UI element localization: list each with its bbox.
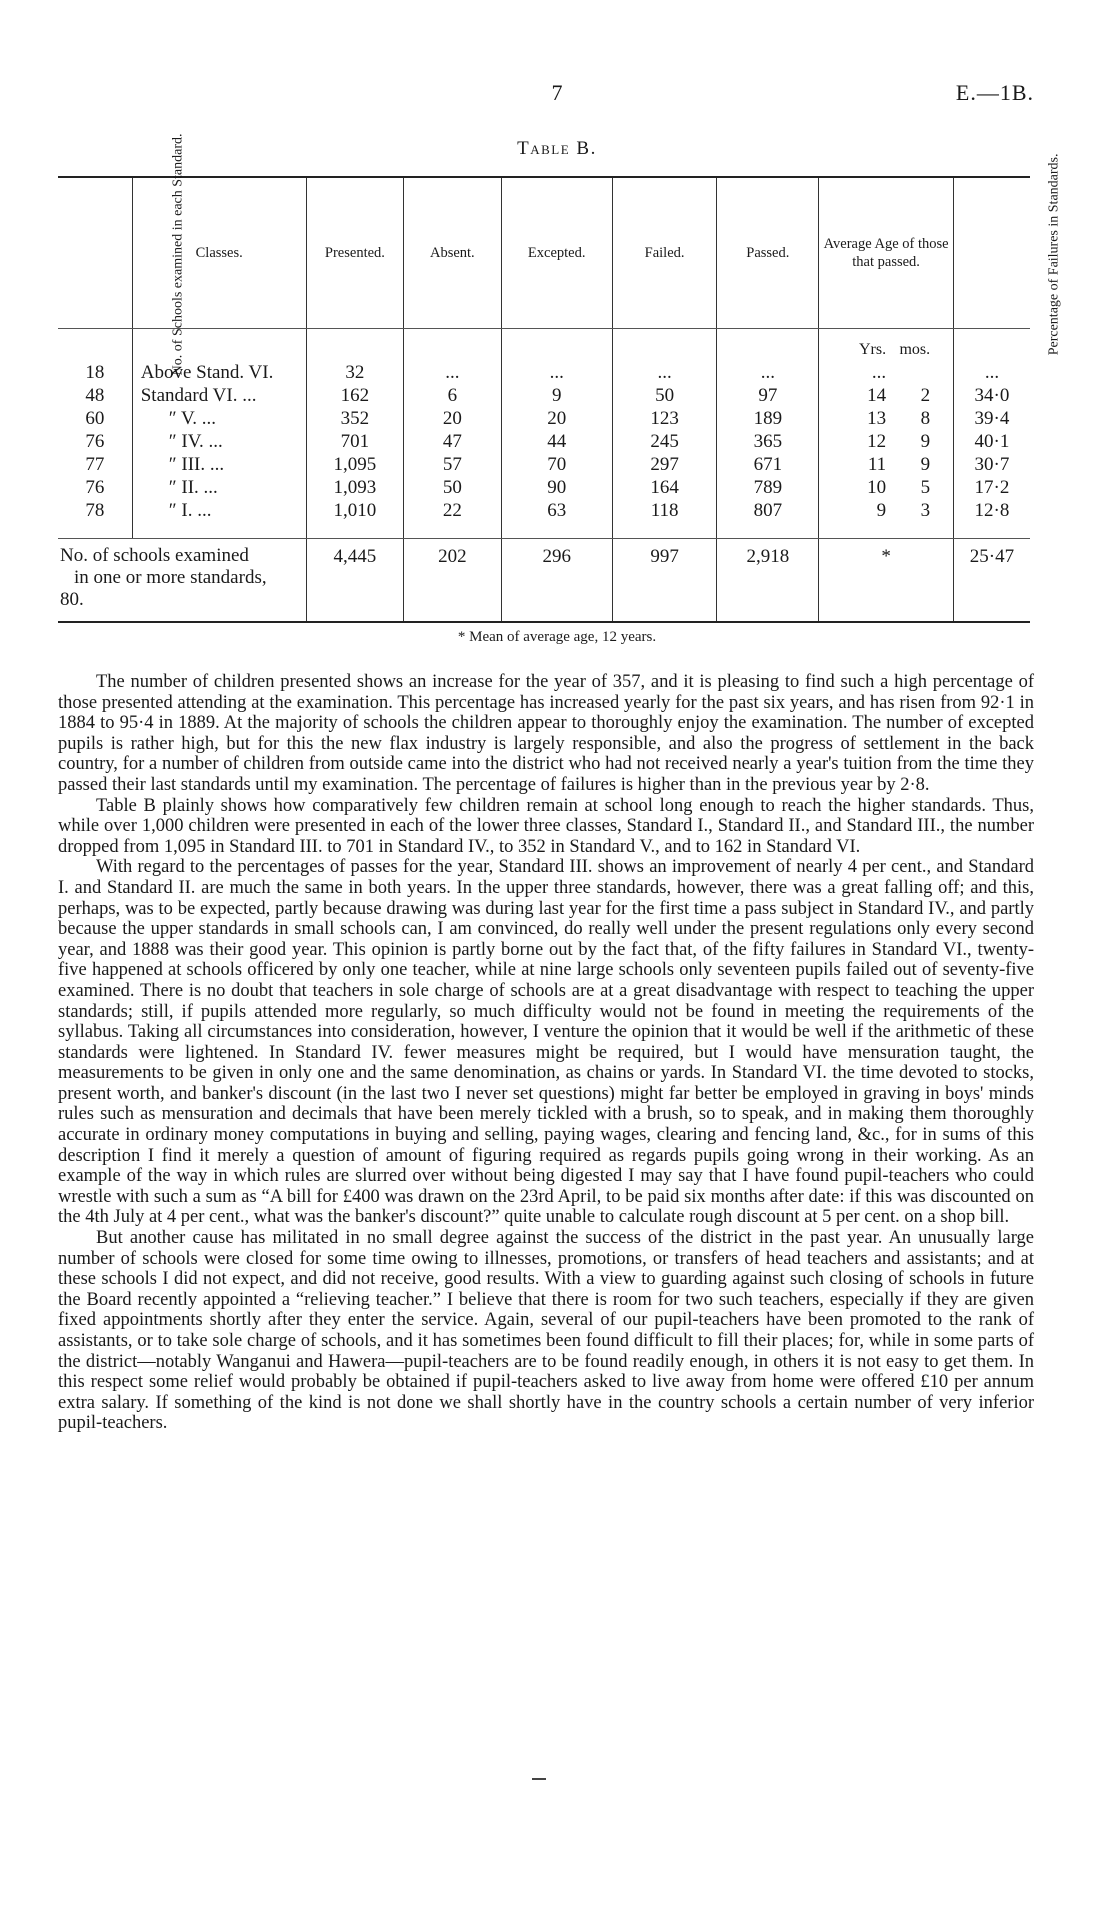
cell-average-age [819, 361, 954, 384]
col-header-excepted: Excepted. [501, 177, 612, 329]
cell-average-age [819, 384, 954, 407]
cell-failed: ... [612, 361, 716, 384]
col-header-presented: Presented. [306, 177, 403, 329]
cell-passed: 97 [717, 384, 819, 407]
cell-pct: 34·0 [953, 384, 1030, 407]
page-code: E.—1B. [955, 80, 1034, 105]
cell-average-age [819, 430, 954, 453]
cell-months: 9 [920, 431, 931, 452]
table-row [58, 430, 1030, 453]
cell-schools: 76 [85, 431, 105, 452]
cell-schools: 60 [85, 408, 105, 429]
cell-absent: 47 [404, 430, 501, 453]
cell-passed: 807 [717, 499, 819, 522]
table-header-row [58, 177, 1030, 329]
total-passed: 2,918 [717, 539, 819, 623]
table-row [58, 384, 1030, 407]
cell-years: 9 [876, 500, 887, 521]
col-header-average-age: Average Age of those that passed. [819, 177, 954, 329]
cell-average-age [819, 453, 954, 476]
total-absent: 202 [404, 539, 501, 623]
table-row [58, 499, 1030, 522]
total-failed: 997 [612, 539, 716, 623]
cell-years: 13 [867, 408, 887, 429]
col-header-passed: Passed. [717, 177, 819, 329]
cell-years: ... [871, 362, 887, 383]
end-dash [532, 1778, 546, 1780]
col-header-classes: Classes. [132, 177, 306, 329]
cell-excepted: 90 [501, 476, 612, 499]
cell-absent: 22 [404, 499, 501, 522]
cell-passed: 365 [717, 430, 819, 453]
cell-absent: ... [404, 361, 501, 384]
cell-pct: ... [953, 361, 1030, 384]
cell-schools: 77 [85, 454, 105, 475]
cell-class: ″ III. ... [132, 453, 306, 476]
cell-months: 9 [920, 454, 931, 475]
cell-pct: 30·7 [953, 453, 1030, 476]
cell-presented: 32 [306, 361, 403, 384]
cell-failed: 164 [612, 476, 716, 499]
cell-class: ″ I. ... [132, 499, 306, 522]
cell-passed: 789 [717, 476, 819, 499]
col-header-absent: Absent. [404, 177, 501, 329]
paragraph: But another cause has militated in no small degree against the success of the district in the past year. An unusually large number of schools were closed for some time owing to illnesses, promotions, or transfers of head teachers and assistants; and at these schools I did not expect, and did not receive, good results. With a view to guarding against such closing of schools in future the Board recently appointed a “relieving teacher.” I believe that there is room for two such teachers, especially if they are given fixed appointments shortly after they enter the service. Again, several of our pupil-teachers have been promoted to the rank of assistants, or to take sole charge of schools, and it has sometimes been found difficult to fill their places; for, while in some parts of the district—notably Wanganui and Hawera—pupil-teachers are to be found readily enough, in others it is not easy to get them. In this respect some relief would probably be obtained if pupil-teachers asked to live away from home were offered £10 per annum extra salary. If something of the kind is not done we shall shortly have in the country schools a certain number of very inferior pupil-teachers. [58, 1228, 1034, 1434]
cell-passed: 189 [717, 407, 819, 430]
col-header-percentage [953, 153, 1062, 355]
table-footnote: * Mean of average age, 12 years. [457, 629, 657, 645]
totals-row [58, 539, 1030, 623]
paragraph: The number of children presented shows an increase for the year of 357, and it is pleasing to find such a high percentage of those presented attending at the examination. This percentage has increased yearly for the past six years, and has risen from 92·1 in 1884 to 95·4 in 1889. At the majority of schools the children appear to thoroughly enjoy the examination. The number of excepted pupils is rather high, but for this the new flax industry is largely responsible, and also the progress of settlement in the back country, for a number of children from outside came into the district who had not received nearly a year's tuition from the time they passed their last standards until my examination. The percentage of failures is higher than in the previous year by 2·8. [58, 672, 1034, 795]
cell-years: 12 [867, 431, 887, 452]
cell-presented: 162 [306, 384, 403, 407]
mos-unit: mos. [899, 341, 931, 358]
table-row [58, 476, 1030, 499]
cell-class: ″ V. ... [132, 407, 306, 430]
cell-presented: 1,093 [306, 476, 403, 499]
col-header-failed: Failed. [612, 177, 716, 329]
cell-average-age [819, 476, 954, 499]
page-number: 7 [551, 80, 563, 105]
total-presented: 4,445 [306, 539, 403, 623]
cell-excepted: 9 [501, 384, 612, 407]
cell-schools: 78 [85, 500, 105, 521]
cell-absent: 6 [404, 384, 501, 407]
units-row [58, 329, 1030, 362]
cell-failed: 123 [612, 407, 716, 430]
yrs-unit: Yrs. [859, 341, 887, 358]
table-title: Table B. [517, 138, 597, 159]
totals-label-line1: No. of schools examined [60, 545, 249, 566]
cell-absent: 57 [404, 453, 501, 476]
totals-label [58, 539, 306, 623]
cell-months: 2 [920, 385, 931, 406]
totals-label-line3: 80. [60, 589, 84, 610]
cell-months: 5 [920, 477, 931, 498]
cell-years: 14 [867, 385, 887, 406]
cell-excepted: 44 [501, 430, 612, 453]
table-row [58, 407, 1030, 430]
cell-schools: 48 [85, 385, 105, 406]
paragraph: Table B plainly shows how comparatively few children remain at school long enough to reach the higher standards. Thus, while over 1,000 children were presented in each of the lower three classes, Standard I., Standard II., and Standard III., the number dropped from 1,095 in Standard III. to 701 in Standard IV., to 352 in Standard V., and to 162 in Standard VI. [58, 795, 1034, 857]
cell-presented: 1,010 [306, 499, 403, 522]
cell-absent: 50 [404, 476, 501, 499]
cell-schools: 76 [85, 477, 105, 498]
cell-months: 3 [920, 500, 931, 521]
cell-class: ″ II. ... [132, 476, 306, 499]
cell-excepted: 20 [501, 407, 612, 430]
body-text [58, 672, 1034, 1434]
cell-pct: 12·8 [953, 499, 1030, 522]
cell-pct: 40·1 [953, 430, 1030, 453]
totals-label-line2: in one or more standards, [74, 567, 267, 588]
table-row [58, 453, 1030, 476]
total-percentage: 25·47 [953, 539, 1030, 623]
cell-average-age [819, 499, 954, 522]
header-percentage-text: Percentage of Failures in Standards. [1046, 153, 1062, 355]
cell-excepted: 63 [501, 499, 612, 522]
cell-years: 11 [867, 454, 887, 475]
cell-class: ″ IV. ... [132, 430, 306, 453]
cell-presented: 1,095 [306, 453, 403, 476]
cell-pct: 17·2 [953, 476, 1030, 499]
cell-average-age [819, 407, 954, 430]
cell-years: 10 [867, 477, 887, 498]
cell-presented: 701 [306, 430, 403, 453]
cell-failed: 118 [612, 499, 716, 522]
cell-pct: 39·4 [953, 407, 1030, 430]
cell-passed: 671 [717, 453, 819, 476]
table-row [58, 361, 1030, 384]
cell-presented: 352 [306, 407, 403, 430]
cell-failed: 50 [612, 384, 716, 407]
paragraph: With regard to the percentages of passes for the year, Standard III. shows an improvement of nearly 4 per cent., and Standard I. and Standard II. are much the same in both years. In the upper three standards, however, there was a great falling off; and this, perhaps, was to be expected, partly because drawing was during last year for the first time a pass subject in Standard IV., and partly because the upper standards in small schools can, I am convinced, do really well under the present regulations only every second year, and 1888 was their good year. This opinion is partly borne out by the fact that, of the fifty failures in Standard VI., twenty-five happened at schools officered by only one teacher, while at nine large schools only seventeen pupils failed out of seventy-five examined. There is no doubt that teachers in sole charge of schools are at a great disadvantage with respect to teaching the upper standards; still, if pupils attended more regularly, so much difficulty would not be found in meeting the requirements of the syllabus. Taking all circumstances into consideration, however, I venture the opinion that it would be well if the arithmetic of these standards were lightened. In Standard IV. fewer measures might be required, but I would have mensuration taught, the measurements to be given in only one and the same denomination, as chains or yards. In Standard VI. the time devoted to stocks, present worth, and banker's discount (in the last two I never set questions) might far better be employed in graving in boys' minds rules such as mensuration and decimals that have been merely tickled with a brush, so to speak, and in making them thoroughly accurate in ordinary money computations in buying and selling, paying wages, clearing and fencing land, &c., for in sums of this description I find it merely a question of amount of figuring required as regards pupils going wrong in their working. As an example of the way in which rules are slurred over without being digested I may say that I have found pupil-teachers who could wrestle with such a sum as “A bill for £400 was drawn on the 23rd April, to be paid six months after date: if this was discounted on the 4th July at 4 per cent., what was the banker's discount?” quite unable to calculate rough discount at 5 per cent. on a shop bill. [58, 857, 1034, 1228]
cell-passed: ... [717, 361, 819, 384]
table-gap-row [58, 522, 1030, 539]
cell-class: Standard VI. ... [132, 384, 306, 407]
header-schools-text: No. of Schools examined in each Standard. [170, 133, 186, 375]
cell-excepted: ... [501, 361, 612, 384]
cell-class: Above Stand. VI. [132, 361, 306, 384]
cell-absent: 20 [404, 407, 501, 430]
cell-failed: 245 [612, 430, 716, 453]
cell-schools: 18 [85, 362, 105, 383]
cell-failed: 297 [612, 453, 716, 476]
cell-months: 8 [920, 408, 931, 429]
cell-excepted: 70 [501, 453, 612, 476]
total-excepted: 296 [501, 539, 612, 623]
total-age-asterisk: * [819, 539, 954, 623]
age-units [819, 329, 954, 362]
